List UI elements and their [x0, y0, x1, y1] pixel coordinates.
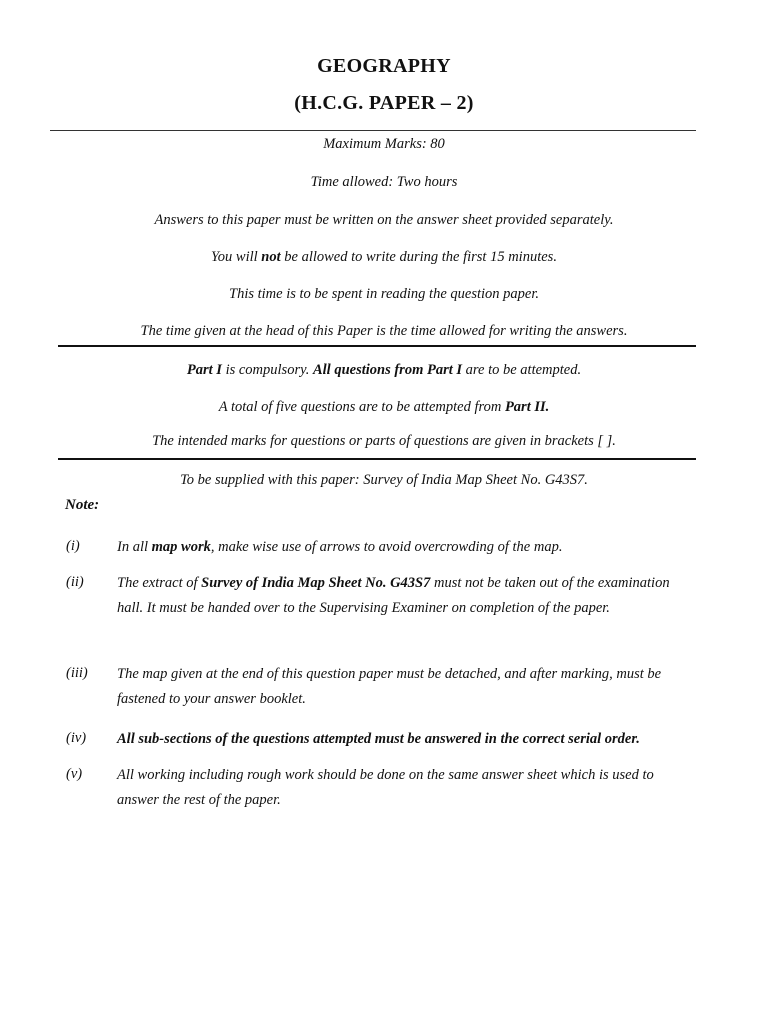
note-label: Note:: [65, 497, 100, 513]
note-number: (v): [66, 766, 83, 782]
note-number: (ii): [66, 574, 84, 590]
subject-title: GEOGRAPHY: [317, 55, 451, 77]
divider-top: [50, 130, 696, 131]
note-text: The map given at the end of this question paper must be detached, and after marking, must be fastened to your answer booklet.: [117, 666, 662, 707]
answer-sheet-note: Answers to this paper must be written on the answer sheet provided separately.: [154, 212, 614, 228]
note-text: All sub-sections of the questions attempted must be answered in the correct serial order.: [117, 731, 640, 747]
part-two-instruction: A total of five questions are to be attempted from Part II.: [218, 399, 550, 415]
writing-time-note: The time given at the head of this Paper is the time allowed for writing the answers.: [140, 323, 628, 339]
paper-title: (H.C.G. PAPER – 2): [294, 92, 474, 114]
marks-instruction: The intended marks for questions or parts of questions are given in brackets [ ].: [152, 433, 616, 449]
note-text: The extract of Survey of India Map Sheet No. G43S7 must not be taken out of the examination hall. It must be handed over to the Supervising Examiner on completion of the paper.: [117, 575, 670, 616]
max-marks: Maximum Marks: 80: [323, 136, 445, 152]
supplied-materials: To be supplied with this paper: Survey of India Map Sheet No. G43S7.: [180, 472, 588, 488]
note-number: (i): [66, 538, 80, 554]
note-text: In all map work, make wise use of arrows to avoid overcrowding of the map.: [117, 539, 563, 555]
reading-time-purpose: This time is to be spent in reading the question paper.: [229, 286, 539, 302]
reading-time-note: You will not be allowed to write during the first 15 minutes.: [211, 249, 557, 265]
divider-bottom: [58, 458, 696, 460]
note-text: All working including rough work should be done on the same answer sheet which is used to answer the rest of the paper.: [117, 767, 654, 808]
note-number: (iv): [66, 730, 87, 746]
time-allowed: Time allowed: Two hours: [310, 174, 458, 190]
part-one-instruction: Part I is compulsory. All questions from Part I are to be attempted.: [186, 362, 582, 378]
divider-middle: [58, 345, 696, 347]
note-number: (iii): [66, 665, 88, 681]
